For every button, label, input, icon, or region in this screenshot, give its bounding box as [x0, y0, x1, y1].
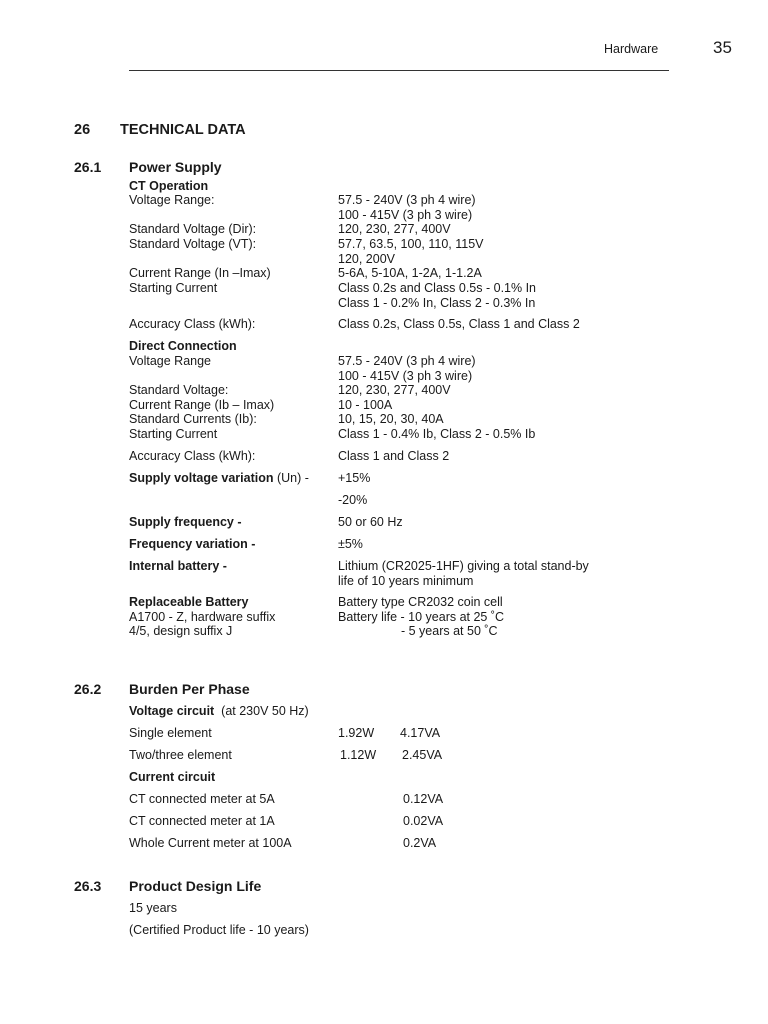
- spec-label: Internal battery -: [129, 559, 227, 573]
- spec-label: Voltage Range: [129, 354, 212, 368]
- ct-operation-heading: CT Operation: [129, 179, 209, 193]
- spec-value: Lithium (CR2025-1HF) giving a total stand-by life of 10 years minimum: [338, 559, 589, 588]
- spec-label: Standard Currents (Ib):: [129, 412, 257, 426]
- direct-connection-heading: Direct Connection: [129, 339, 237, 353]
- certified-life-note: (Certified Product life - 10 years): [129, 923, 309, 937]
- spec-label: Starting Current: [129, 427, 218, 441]
- spec-value: Class 1 - 0.4% Ib, Class 2 - 0.5% Ib: [338, 427, 536, 441]
- subsection-title: Burden Per Phase: [129, 681, 250, 697]
- burden-label: Single element: [129, 726, 212, 740]
- spec-value: Battery type CR2032 coin cell Battery life - 10 years at 25 ˚C - 5 years at 50 ˚C: [338, 595, 505, 638]
- burden-label: Whole Current meter at 100A: [129, 836, 292, 850]
- burden-va: 4.17VA: [400, 726, 441, 740]
- spec-value: 57.5 - 240V (3 ph 4 wire) 100 - 415V (3 ph 3 wire): [338, 193, 476, 222]
- spec-value: Class 0.2s and Class 0.5s - 0.1% In Class 1 - 0.2% In, Class 2 - 0.3% In: [338, 281, 537, 310]
- spec-value: 10 - 100A: [338, 398, 393, 412]
- spec-value: 120, 230, 277, 400V: [338, 383, 451, 397]
- spec-label: Standard Voltage (VT):: [129, 237, 257, 251]
- spec-label: Accuracy Class (kWh):: [129, 449, 256, 463]
- page-title: TECHNICAL DATA: [120, 122, 246, 138]
- spec-value: +15%: [338, 471, 371, 485]
- spec-value: 10, 15, 20, 30, 40A: [338, 412, 444, 426]
- burden-label: Two/three element: [129, 748, 232, 762]
- spec-label: Frequency variation -: [129, 537, 256, 551]
- section-number: 26: [74, 122, 91, 138]
- spec-value: 120, 230, 277, 400V: [338, 222, 451, 236]
- spec-value: 50 or 60 Hz: [338, 515, 403, 529]
- current-circuit-heading: Current circuit: [129, 770, 216, 784]
- spec-value: ±5%: [338, 537, 363, 551]
- subsection-title: Power Supply: [129, 159, 222, 175]
- burden-label: CT connected meter at 5A: [129, 792, 275, 806]
- spec-label: Voltage Range:: [129, 193, 215, 207]
- page-number: 35: [713, 38, 732, 57]
- header-rule: [129, 70, 669, 71]
- spec-label: Starting Current: [129, 281, 218, 295]
- spec-value: Class 0.2s, Class 0.5s, Class 1 and Class 2: [338, 317, 580, 331]
- spec-label: Current Range (Ib – Imax): [129, 398, 275, 412]
- subsection-number: 26.2: [74, 681, 102, 697]
- burden-va: 0.02VA: [403, 814, 444, 828]
- subsection-title: Product Design Life: [129, 878, 262, 894]
- header-title: Hardware: [604, 42, 659, 56]
- subsection-number: 26.3: [74, 878, 102, 894]
- supply-voltage-variation-label: Supply voltage variation (Un) -: [129, 471, 309, 485]
- burden-va: 0.2VA: [403, 836, 437, 850]
- spec-label: Supply frequency -: [129, 515, 242, 529]
- spec-value: Class 1 and Class 2: [338, 449, 450, 463]
- spec-label: Current Range (In –Imax): [129, 266, 271, 280]
- spec-label: Accuracy Class (kWh):: [129, 317, 256, 331]
- replaceable-battery-label: Replaceable Battery A1700 - Z, hardware suffix 4/5, design suffix J: [129, 595, 276, 638]
- voltage-circuit-heading: Voltage circuit (at 230V 50 Hz): [129, 704, 309, 718]
- burden-va: 2.45VA: [402, 748, 443, 762]
- spec-value: 5-6A, 5-10A, 1-2A, 1-1.2A: [338, 266, 482, 280]
- design-life-value: 15 years: [129, 901, 177, 915]
- burden-va: 0.12VA: [403, 792, 444, 806]
- subsection-number: 26.1: [74, 159, 102, 175]
- spec-label: Standard Voltage:: [129, 383, 229, 397]
- burden-watts: 1.12W: [340, 748, 377, 762]
- spec-value: 57.7, 63.5, 100, 110, 115V 120, 200V: [338, 237, 484, 266]
- spec-value: 57.5 - 240V (3 ph 4 wire) 100 - 415V (3 ph 3 wire): [338, 354, 476, 383]
- spec-label: Standard Voltage (Dir):: [129, 222, 257, 236]
- burden-label: CT connected meter at 1A: [129, 814, 275, 828]
- spec-value: -20%: [338, 493, 368, 507]
- burden-watts: 1.92W: [338, 726, 375, 740]
